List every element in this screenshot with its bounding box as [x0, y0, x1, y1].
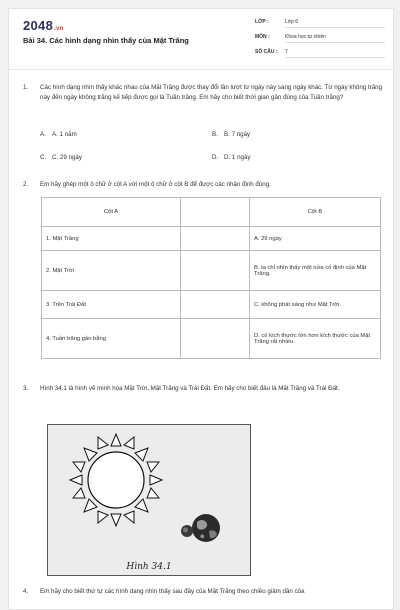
- blank-column-header: [181, 198, 250, 227]
- sun-icon: [70, 434, 162, 526]
- q1-option-b[interactable]: B. B. 7 ngày: [212, 131, 251, 138]
- meta-subject: MÔN : Khoa học tự nhiên: [255, 34, 385, 40]
- question-1-text: Các hình dạng nhìn thấy khác nhau của Mặt Trăng được thay đổi lần lượt từ ngày này sang ngày khác. Từ ngày không trăng này đến ngày không trăng kế tiếp được gọi là Tuần trăng. Em hãy cho biết thời gian gần đúng của Tuần trăng?: [40, 84, 383, 102]
- q1-option-c[interactable]: C. C. 29 ngày: [40, 154, 82, 161]
- table-row: 1. Mặt Trăng A. 29 ngày: [42, 227, 381, 251]
- question-4-text: Em hãy cho biết thứ tự các hình dạng nhìn thấy sau đây của Mặt Trăng theo chiều giảm dần của: [40, 588, 305, 595]
- matching-table: [41, 197, 381, 359]
- col-a-header: Cột A: [42, 198, 181, 227]
- meta-class: LỚP : Lớp 6: [255, 19, 385, 25]
- figure-caption: Hình 34.1: [126, 562, 172, 572]
- q1-option-a[interactable]: A. A. 1 năm: [40, 131, 77, 138]
- question-3-text: Hình 34.1 là hình vẽ minh họa Mặt Trời, Mặt Trăng và Trái Đất. Em hãy cho biết đâu là Mặt Trăng và Trái Đất.: [40, 385, 340, 392]
- moon-icon: [181, 525, 193, 537]
- sun-earth-moon-illustration: [48, 425, 250, 575]
- table-row: 3. Trên Trái Đất C. không phát sáng như Mặt Trời.: [42, 291, 381, 319]
- q1-option-d[interactable]: D. D. 1 ngày: [212, 154, 251, 161]
- table-row: 4. Tuần trăng gần bằng D. có kích thước lớn hơn kích thước của Mặt Trăng rất nhiều.: [42, 319, 381, 359]
- worksheet-header: [9, 9, 393, 70]
- table-row: 2. Mặt Trời B. ta chỉ nhìn thấy một nửa cố định của Mặt Trăng.: [42, 251, 381, 291]
- figure-34-1: [47, 424, 251, 576]
- site-logo[interactable]: 2048.vn: [23, 18, 64, 33]
- worksheet-page: 2048.vn Bài 34. Các hình dạng nhìn thấy của Mặt Trăng LỚP : Lớp 6 MÔN : Khoa học tự nhiên SỐ CÂU : 7 1. Các hình dạng nhìn thấy khác nhau của Mặt Trăng được thay đổi lần lượt từ ngày này sang ngày khác. Từ ngày không trăng này đến ngày không trăng kế tiếp được gọi là Tuần trăng. Em hãy cho biết thời gian gần đúng của Tuần trăng? A. A. 1 năm B. B. 7 ngày C. C. 29 ngày D. D. 1 ngày 2. Em hãy ghép một ô chữ ở cột A với một ô chữ ở cột B để được các nhận định đúng. Cột A Cột B 1. Mặt Trăng A. 29 ngày 2. Mặt Trời B. ta chỉ nhìn thấy một nửa cố định của Mặt Trăng. 3. Trên Trái Đất C. không phát sáng như Mặt Trời. 4. Tuần trăng gần bằng D. có kích thước lớn hơn kích thước của Mặt Trăng rất nhiều. 3. Hình 34.1 là hình vẽ minh họa Mặt Trời, Mặt Trăng và Trái Đất. Em hãy cho biết đâu là Mặt Trăng và Trái Đất. Hình 34.1 4. Em hãy cho biết thứ tự các hình dạng nhìn thấy sau đây của Mặt Trăng theo chiều giảm dần của: [8, 8, 394, 610]
- meta-question-count: SỐ CÂU : 7: [255, 49, 385, 55]
- lesson-title: Bài 34. Các hình dạng nhìn thấy của Mặt Trăng: [23, 36, 189, 45]
- col-b-header: Cột B: [250, 198, 381, 227]
- earth-icon: [192, 514, 220, 542]
- question-2-text: Em hãy ghép một ô chữ ở cột A với một ô chữ ở cột B để được các nhận định đúng.: [40, 181, 271, 188]
